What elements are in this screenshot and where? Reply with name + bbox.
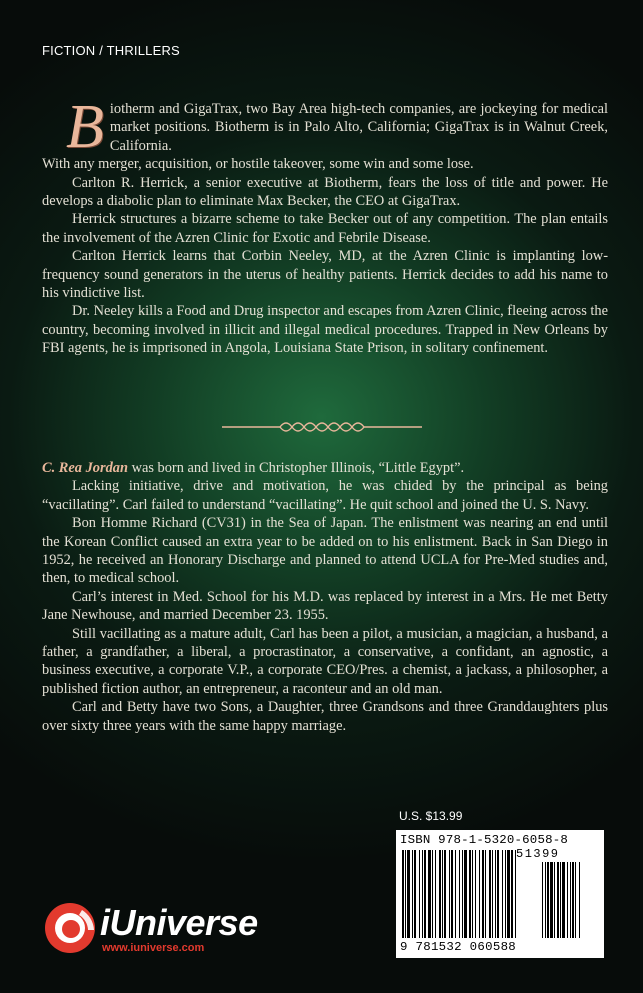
publisher-url: www.iuniverse.com <box>102 942 205 954</box>
blurb-paragraph: Biotherm and GigaTrax, two Bay Area high-tech companies, are jockeying for medical market positions. Biotherm is in Palo Alto, California; GigaTrax is in Walnut Creek, California. <box>66 93 608 161</box>
bio-paragraph: Carl’s interest in Med. School for his M.D. was replaced by interest in a Mrs. He met Betty Jane Newhouse, and married December 23. 1955. <box>42 588 608 624</box>
iuniverse-logo-icon <box>42 900 98 956</box>
drop-cap: B <box>66 93 104 161</box>
bio-paragraph: C. Rea Jordan was born and lived in Christopher Illinois, “Little Egypt”. <box>42 460 465 476</box>
book-blurb <box>42 93 608 358</box>
publisher-logo <box>42 898 282 958</box>
barcode-bars <box>396 830 604 958</box>
publisher-name: iUniverse <box>100 902 258 943</box>
author-bio <box>42 459 608 735</box>
blurb-paragraph: With any merger, acquisition, or hostile takeover, some win and some lose. <box>42 156 474 173</box>
bio-paragraph: Bon Homme Richard (CV31) in the Sea of Japan. The enlistment was nearing an end until the Korean Conflict caused an extra year to be added on to his enlistment. Back in San Diego in 1952, he received an Honorary Discharge and planned to attend UCLA for Pre-Med studies and, then, to medical school. <box>42 515 608 587</box>
author-name: C. Rea Jordan <box>42 460 128 476</box>
blurb-paragraph: Herrick structures a bizarre scheme to take Becker out of any competition. The plan entails the involvement of the Azren Clinic for Exotic and Febrile Disease. <box>42 211 608 246</box>
price-code: 51399 <box>516 847 560 861</box>
blurb-paragraph: Dr. Neeley kills a Food and Drug inspector and escapes from Azren Clinic, fleeing across the country, becoming involved in illicit and illegal medical procedures. Trapped in New Orleans by FBI agents, he is imprisoned in Angola, Louisiana State Prison, in solitary confinement. <box>42 303 608 357</box>
isbn-label: ISBN 978-1-5320-6058-8 <box>400 833 568 847</box>
blurb-paragraph: Carlton R. Herrick, a senior executive at Biotherm, fears the loss of title and power. He develops a diabolic plan to eliminate Max Becker, the CEO at GigaTrax. <box>42 174 608 210</box>
bio-paragraph: Carl and Betty have two Sons, a Daughter, three Grandsons and three Granddaughters plus over sixty three years with the same happy marriage. <box>42 699 608 734</box>
price-label: U.S. $13.99 <box>399 809 463 823</box>
book-category: FICTION / THRILLERS <box>42 43 180 58</box>
blurb-paragraph: Carlton Herrick learns that Corbin Neeley, MD, at the Azren Clinic is implanting low-frequency sound generators in the uterus of healthy patients. Herrick decides to add his name to his vindictive list. <box>42 248 608 302</box>
ornament-divider <box>222 415 422 439</box>
bio-paragraph: Lacking initiative, drive and motivation, he was chided by the principal as being “vacillating”. Carl failed to understand “vacillating”. He quit school and joined the U. S. Navy. <box>42 478 608 513</box>
barcode-digits: 9 781532 060588 <box>400 940 517 954</box>
isbn-barcode <box>396 830 604 958</box>
bio-paragraph: Still vacillating as a mature adult, Carl has been a pilot, a musician, a magician, a husband, a father, a grandfather, a liberal, a procrastinator, a conservative, a confidant, an agnostic, a business executive, a corporate V.P., a corporate CEO/Pres. a chemist, a jackass, a philosopher, a published fiction author, an entrepreneur, a raconteur and an old man. <box>42 625 608 697</box>
